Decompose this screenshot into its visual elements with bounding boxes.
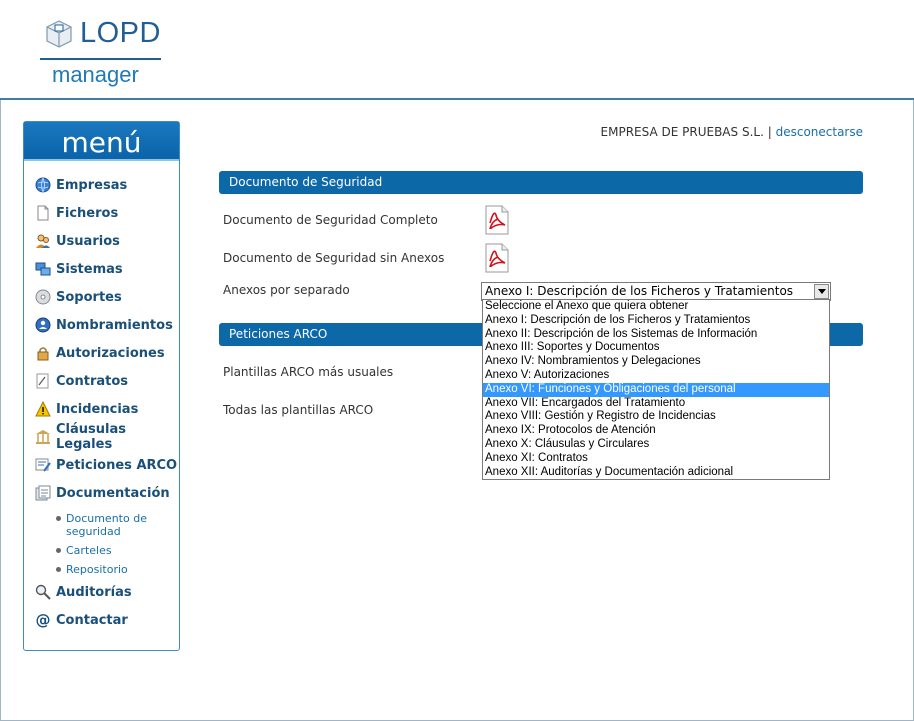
section-header-peticiones-arco: Peticiones ARCO [219, 323, 863, 346]
top-bar [601, 125, 863, 139]
badge-icon [35, 317, 51, 333]
pdf-download-icon[interactable] [485, 243, 509, 273]
sidebar-item-label: Nombramientos [56, 317, 173, 333]
sidebar-item-clausulas-legales[interactable] [35, 422, 179, 452]
sidebar-item-label: Auditorías [56, 584, 132, 600]
sub-item-repositorio[interactable]: Repositorio [66, 563, 128, 576]
sidebar-item-usuarios[interactable] [35, 231, 120, 251]
annex-option[interactable]: Anexo VII: Encargados del Tratamiento [485, 396, 686, 409]
annex-option[interactable]: Anexo XI: Contratos [485, 451, 588, 464]
sidebar-item-contratos[interactable] [35, 371, 128, 391]
annex-option[interactable]: Anexo III: Soportes y Documentos [485, 341, 660, 354]
row-label-documento-completo: Documento de Seguridad Completo [223, 213, 438, 227]
sidebar-menu [23, 121, 180, 651]
menu-title: menú [24, 122, 179, 161]
at-icon: @ [35, 611, 51, 629]
sidebar-item-ficheros[interactable] [35, 203, 118, 223]
sidebar-item-label: Cláusulas Legales [56, 422, 126, 452]
warning-icon [35, 401, 51, 417]
annex-option[interactable]: Anexo VIII: Gestión y Registro de Incidencias [485, 410, 716, 423]
row-label-anexos-separado: Anexos por separado [223, 283, 350, 297]
annex-option[interactable]: Anexo X: Cláusulas y Circulares [485, 437, 650, 450]
sidebar-item-label: Documentación [56, 485, 170, 501]
sidebar-item-label: Sistemas [56, 261, 123, 277]
row-label-documento-sin-anexos: Documento de Seguridad sin Anexos [223, 251, 445, 265]
separator: | [767, 125, 772, 139]
pdf-download-icon[interactable] [485, 205, 509, 235]
sidebar-item-label: Peticiones ARCO [56, 457, 178, 473]
logo-divider [40, 58, 161, 60]
sidebar-item-incidencias[interactable] [35, 399, 138, 419]
law-icon [35, 429, 51, 445]
sidebar-item-label: Soportes [56, 289, 122, 305]
sidebar-item-documentacion[interactable] [35, 483, 170, 503]
sidebar-item-label: Autorizaciones [56, 345, 165, 361]
sidebar-item-label: Empresas [56, 177, 128, 193]
lock-icon [35, 345, 51, 361]
sub-item-documento-seguridad[interactable]: Documento de seguridad [66, 512, 166, 538]
sidebar-item-sistemas[interactable] [35, 259, 123, 279]
cube-logo-icon [44, 19, 74, 49]
annex-option[interactable]: Anexo I: Descripción de los Ficheros y Tratamientos [485, 313, 751, 326]
disc-icon [35, 289, 51, 305]
contract-icon [35, 373, 51, 389]
annex-option[interactable]: Anexo IV: Nombramientos y Delegaciones [485, 355, 701, 368]
row-label-plantillas-usuales: Plantillas ARCO más usuales [223, 365, 394, 379]
logout-link[interactable]: desconectarse [775, 125, 863, 139]
annex-select-value: Anexo I: Descripción de los Ficheros y Tratamientos [485, 284, 794, 298]
logo-text-lopd: LOPD [80, 17, 161, 49]
lopd-manager-logo[interactable] [40, 17, 170, 92]
request-icon [35, 457, 51, 473]
sidebar-item-label: Contactar [56, 612, 128, 628]
sidebar-item-label: Contratos [56, 373, 129, 389]
annex-dropdown-list [482, 299, 830, 480]
sidebar-item-soportes[interactable] [35, 287, 122, 307]
row-label-todas-plantillas: Todas las plantillas ARCO [223, 403, 374, 417]
company-name: EMPRESA DE PRUEBAS S.L. [600, 125, 764, 139]
section-header-documento-seguridad: Documento de Seguridad [219, 171, 863, 194]
magnifier-icon [35, 584, 51, 600]
globe-icon [35, 177, 51, 193]
sidebar-item-nombramientos[interactable] [35, 315, 173, 335]
annex-option[interactable]: Anexo II: Descripción de los Sistemas de Información [485, 327, 758, 340]
sidebar-item-label: Ficheros [56, 205, 119, 221]
sidebar-item-auditorias[interactable] [35, 582, 132, 602]
annex-option[interactable]: Anexo V: Autorizaciones [485, 368, 610, 381]
sidebar-item-contactar[interactable] [35, 610, 128, 630]
sidebar-item-empresas[interactable] [35, 175, 127, 195]
file-icon [35, 205, 51, 221]
sidebar-item-autorizaciones[interactable] [35, 343, 165, 363]
computers-icon [35, 261, 51, 277]
sidebar-item-label: Usuarios [56, 233, 120, 249]
users-icon [35, 233, 51, 249]
annex-option[interactable]: Anexo IX: Protocolos de Atención [485, 424, 656, 437]
annex-option-highlighted[interactable]: Anexo VI: Funciones y Obligaciones del personal [483, 383, 829, 397]
header [0, 0, 914, 100]
logo-text-manager: manager [52, 62, 139, 87]
annex-option[interactable]: Anexo XII: Auditorías y Documentación adicional [485, 465, 734, 478]
documents-icon [35, 485, 51, 501]
sidebar-item-peticiones-arco[interactable] [35, 455, 177, 475]
sub-item-carteles[interactable]: Carteles [66, 544, 112, 557]
annex-option[interactable]: Seleccione el Anexo que quiera obtener [485, 300, 689, 312]
sidebar-item-label: Incidencias [56, 401, 139, 417]
chevron-down-icon[interactable] [814, 284, 829, 299]
